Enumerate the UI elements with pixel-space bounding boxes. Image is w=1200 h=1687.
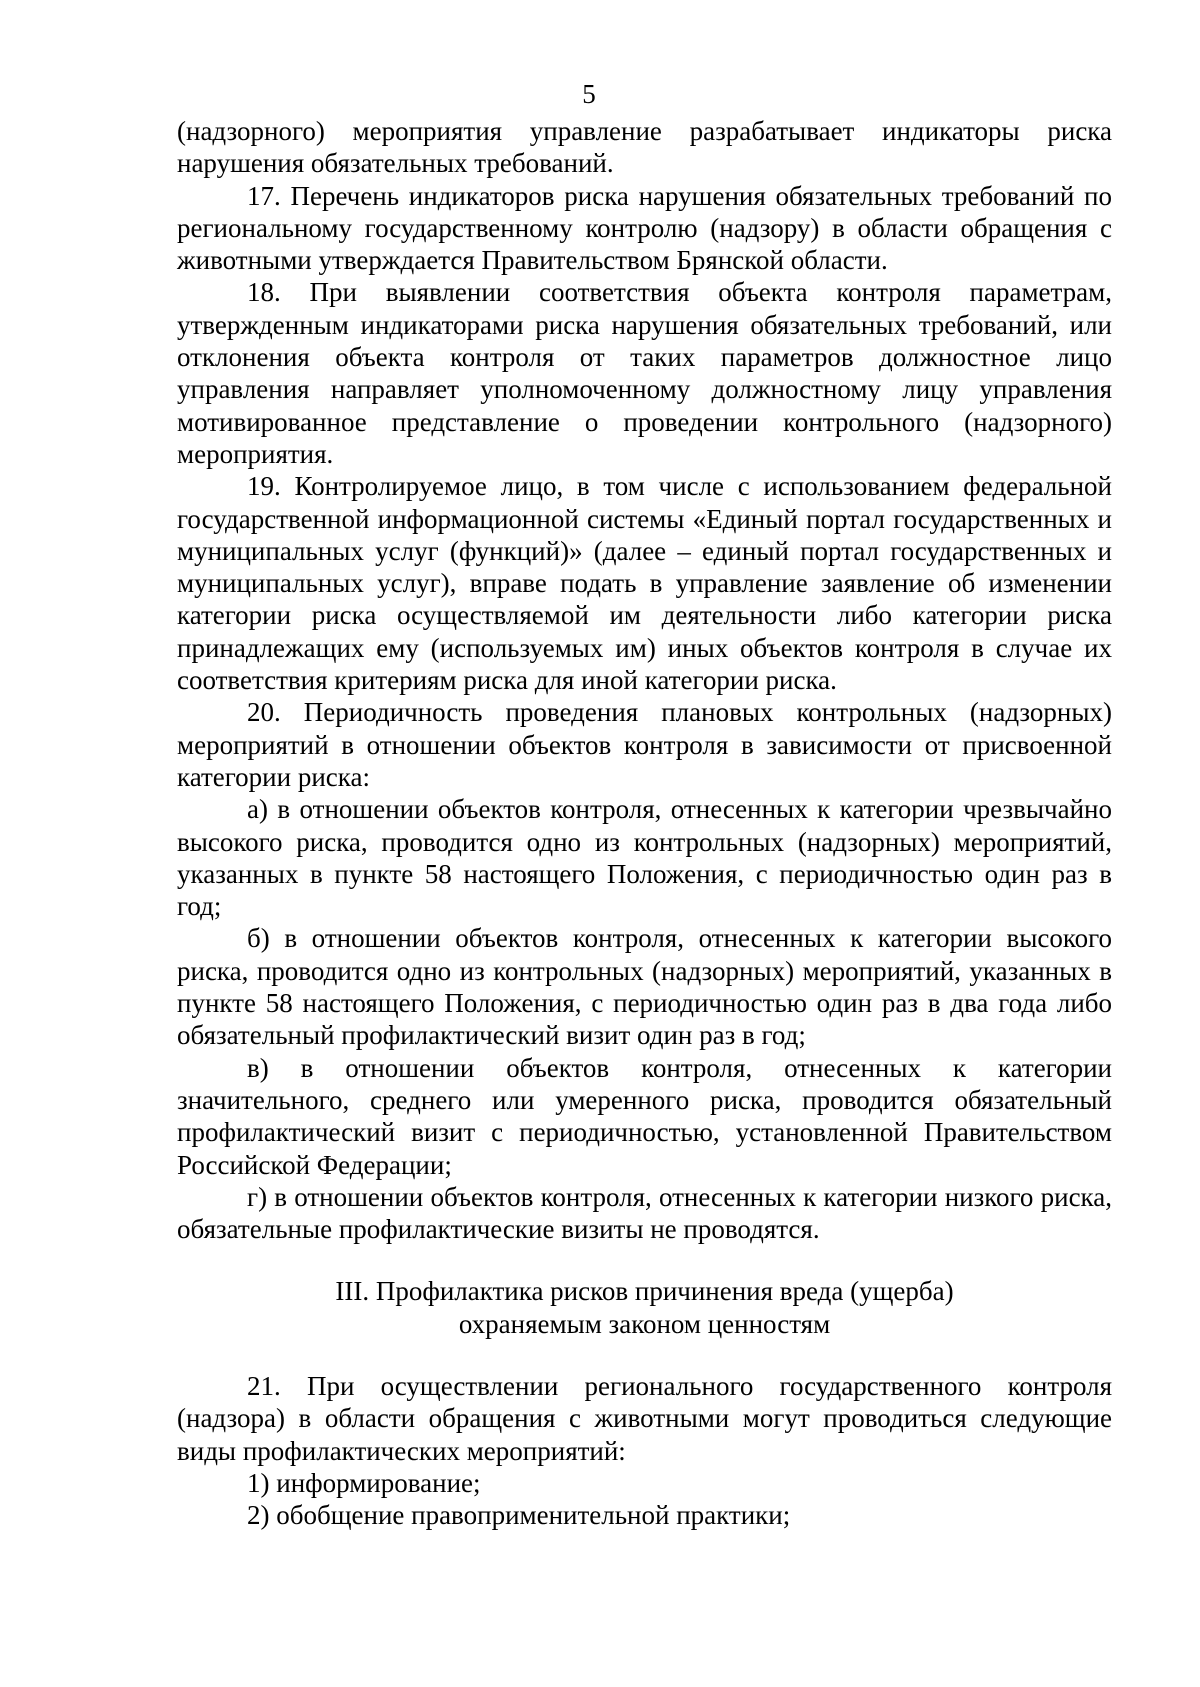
section-heading-line-1: III. Профилактика рисков причинения вреда (ущерба) <box>335 1276 954 1307</box>
paragraph-continuation: (надзорного) мероприятия управление разрабатывает индикаторы риска нарушения обязательных требований. <box>177 116 1112 179</box>
section-heading-line-2: охраняемым законом ценностям <box>458 1308 831 1339</box>
list-item-g: г) в отношении объектов контроля, отнесенных к категории низкого риска, обязательные профилактические визиты не проводятся. <box>177 1181 1112 1245</box>
document-body <box>177 115 1112 1531</box>
paragraph-20: 20. Периодичность проведения плановых контрольных (надзорных) мероприятий в отношении объектов контроля в зависимости от присвоенной категории риска: <box>177 697 1112 792</box>
paragraph-19: 19. Контролируемое лицо, в том числе с использованием федеральной государственной информационной системы «Единый портал государственных и муниципальных услуг (функций)» (далее – единый портал государственных и муниципальных услуг), вправе подать в управление заявление об изменении категории риска осуществляемой им деятельности либо категории риска принадлежащих ему (используемых им) иных объектов контроля в случае их соответствия критериям риска для иной категории риска. <box>177 471 1112 696</box>
list-item-1: 1) информирование; <box>247 1467 481 1498</box>
paragraph-18: 18. При выявлении соответствия объекта контроля параметрам, утвержденным индикаторами риска нарушения обязательных требований, или отклонения объекта контроля от таких параметров должностное лицо управления направляет уполномоченному должностному лицу управления мотивированное представление о проведении контрольного (надзорного) мероприятия. <box>177 277 1112 469</box>
list-item-a: а) в отношении объектов контроля, отнесенных к категории чрезвычайно высокого риска, проводится одно из контрольных (надзорных) мероприятий, указанных в пункте 58 настоящего Положения, с периодичностью один раз в год; <box>177 794 1112 922</box>
list-item-2: 2) обобщение правоприменительной практики; <box>247 1500 791 1531</box>
paragraph-21: 21. При осуществлении регионального государственного контроля (надзора) в области обращения с животными могут проводиться следующие виды профилактических мероприятий: <box>177 1370 1112 1466</box>
section-heading <box>177 1275 1112 1340</box>
list-item-b: б) в отношении объектов контроля, отнесенных к категории высокого риска, проводится одно из контрольных (надзорных) мероприятий, указанных в пункте 58 настоящего Положения, с периодичностью один раз в два года либо обязательный профилактический визит один раз в год; <box>177 923 1112 1051</box>
page-number: 5 <box>582 79 596 109</box>
paragraph-17: 17. Перечень индикаторов риска нарушения обязательных требований по региональному государственному контролю (надзору) в области обращения с животными утверждается Правительством Брянской области. <box>177 180 1112 276</box>
list-item-v: в) в отношении объектов контроля, отнесенных к категории значительного, среднего или умеренного риска, проводится обязательный профилактический визит с периодичностью, установленной Правительством Российской Федерации; <box>177 1052 1112 1180</box>
